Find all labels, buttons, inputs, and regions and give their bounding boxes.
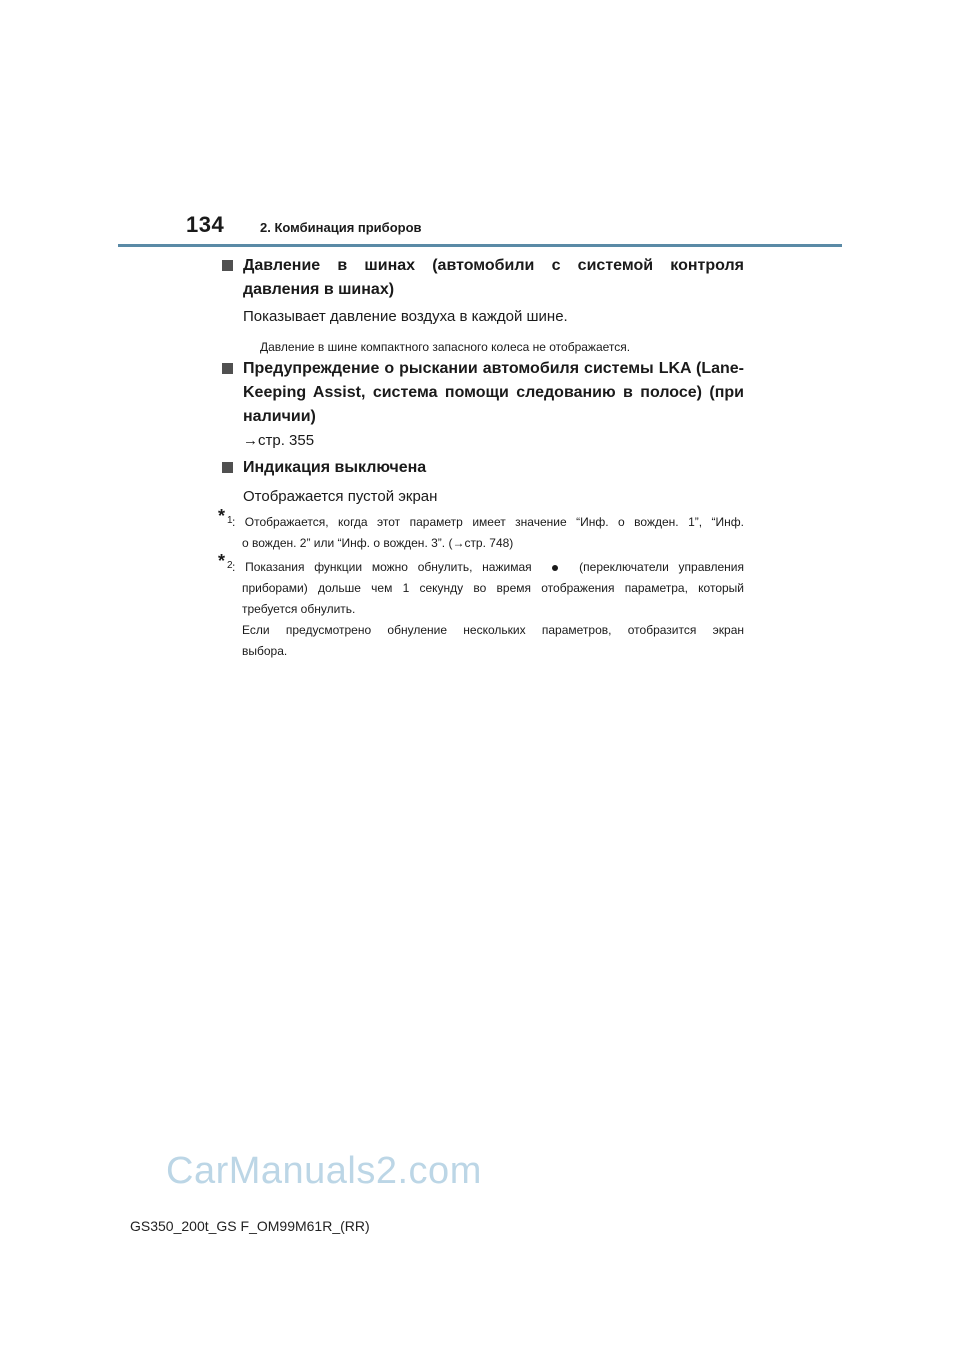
chapter-title: 2. Комбинация приборов [260,220,422,235]
footnote-line: приборами) дольше чем 1 секунду во время отображения параметра, который [242,581,744,595]
section-heading-display-off [222,456,744,480]
footnote-body [232,512,744,554]
footnote-line: требуется обнулить. [242,602,356,616]
section-heading-text: Индикация выключена [243,459,427,476]
section-heading-text: Предупреждение о рыскании автомобиля системы LKA (Lane-Keeping Assist, система помощи следованию в полосе) (при наличии) [243,360,744,425]
page-number: 134 [186,212,225,237]
footnote-line: Если предусмотрено обнуление нескольких параметров, отобразится экран [242,623,744,637]
section-heading-text: Давление в шинах (автомобили с системой контроля давления в шинах) [243,257,744,298]
footnote-text-after-icon: (переключатели управления [579,560,744,574]
footnote-number: 2 [227,560,233,571]
header-rule [118,244,842,247]
footnote-line [232,557,744,578]
document-code: GS350_200t_GS F_OM99M61R_(RR) [130,1218,370,1234]
footnote-asterisk: * [218,506,226,526]
footnote-line: выбора. [242,644,288,658]
footnote-line: о вожден. 2” или “Инф. о вожден. 3”. (→стр. 748) [242,536,514,550]
control-switch-button-icon [547,561,563,575]
section-body-display-off: Отображается пустой экран [243,488,438,505]
footnote-text-before-icon: : Показания функции можно обнулить, нажимая [232,560,532,574]
page-reference: стр. 355 [258,432,315,449]
section-heading-lka [222,357,744,429]
footnote-2 [218,551,744,662]
square-bullet-icon [222,363,233,374]
section-note-spare-tire: Давление в шине компактного запасного колеса не отображается. [260,340,631,354]
square-bullet-icon [222,462,233,473]
section-heading-tire-pressure [222,254,744,302]
footnote-1 [218,506,744,554]
section-body-tire-pressure: Показывает давление воздуха в каждой шине. [243,308,568,325]
footnote-body [232,557,744,662]
watermark: CarManuals2.com [166,1150,482,1192]
arrow-right-icon: → [243,432,258,449]
section-reference [243,430,743,452]
square-bullet-icon [222,260,233,271]
footnote-line: : Отображается, когда этот параметр имеет значение “Инф. о вожден. 1”, “Инф. [232,515,744,529]
footnote-number: 1 [227,515,233,526]
footnote-asterisk: * [218,551,226,571]
